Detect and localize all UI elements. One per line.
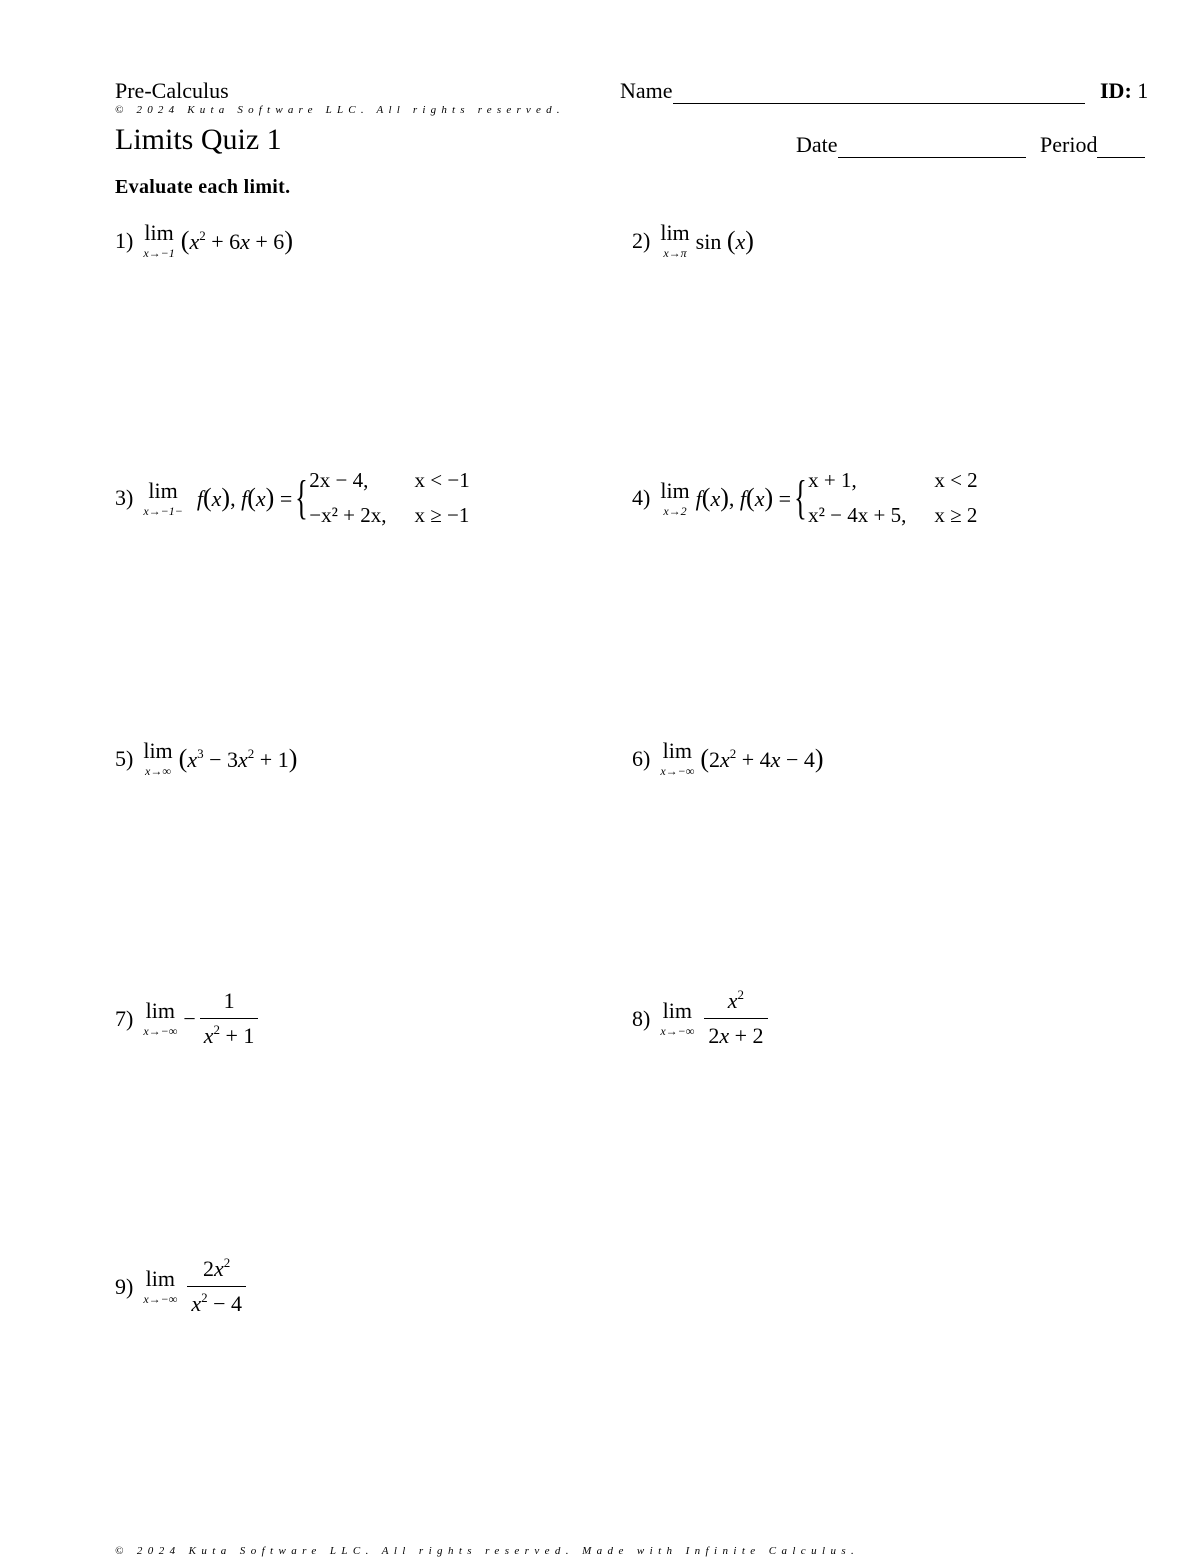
- limit-operator: lim x→−∞: [143, 1266, 178, 1306]
- problem-number: 9): [115, 1273, 134, 1299]
- limit-subscript: x→−∞: [660, 1024, 695, 1038]
- name-label: Name: [620, 78, 673, 103]
- problem-8: [632, 988, 768, 1049]
- course-name: Pre-Calculus: [115, 78, 229, 103]
- copyright-footer: © 2024 Kuta Software LLC. All rights reserved. Made with Infinite Calculus.: [115, 1545, 860, 1557]
- limit-subscript: x→π: [663, 246, 687, 260]
- limit-operator: lim x→−∞: [660, 738, 695, 778]
- limit-subscript: x→−1: [143, 246, 175, 260]
- limit-subscript: x→−∞: [143, 1292, 178, 1306]
- problem-number: 5): [115, 745, 134, 771]
- problem-number: 7): [115, 1005, 134, 1031]
- case-2-condition: x ≥ 2: [934, 503, 978, 527]
- problem-2: [632, 222, 754, 259]
- case-1-expression: x + 1,: [808, 468, 857, 492]
- case-2-condition: x ≥ −1: [414, 503, 470, 527]
- name-field: [620, 78, 1085, 104]
- date-field: [796, 132, 1026, 158]
- expression: $(2x^2 + 4x - 4)$: [700, 743, 824, 773]
- limit-operator: lim x→∞: [143, 738, 173, 778]
- limit-operator: lim x→2: [660, 477, 690, 518]
- instructions: Evaluate each limit.: [115, 176, 291, 198]
- limit-operator: lim x→−1−: [143, 477, 183, 518]
- case-2-expression: −x² + 2x,: [309, 503, 387, 527]
- fraction: $\frac{2x^2}{x^2 - 4}$: [187, 1256, 246, 1317]
- expression: f(x), f(x) =: [196, 483, 293, 512]
- problem-5: [115, 740, 297, 777]
- problem-number: 3): [115, 485, 134, 510]
- problem-number: 2): [632, 227, 651, 253]
- id-value: 1: [1137, 78, 1149, 103]
- expression: − $\frac{1}{x^2 + 1}$: [183, 988, 258, 1049]
- case-2-expression: x² − 4x + 5,: [808, 503, 907, 527]
- problem-4: [632, 468, 978, 528]
- problem-number: 1): [115, 227, 134, 253]
- piecewise: { 2x − 4, x < −1 −x² + 2x, x ≥ −1: [295, 468, 470, 527]
- case-1-condition: x < 2: [934, 468, 978, 492]
- period-label: Period: [1040, 132, 1098, 157]
- name-blank[interactable]: [673, 83, 1085, 104]
- limit-subscript: x→−1−: [143, 503, 183, 518]
- id-field: [1100, 78, 1148, 104]
- limit-operator: lim x→−1: [143, 220, 175, 260]
- limit-subscript: x→2: [663, 503, 687, 518]
- expression: f(x), f(x) =: [695, 483, 792, 512]
- problem-number: 6): [632, 745, 651, 771]
- limit-subscript: x→−∞: [143, 1024, 178, 1038]
- piecewise: { x + 1, x < 2 x² − 4x + 5, x ≥ 2: [794, 468, 978, 527]
- problem-1: [115, 222, 293, 259]
- fraction: $\frac{1}{x^2 + 1}$: [200, 988, 259, 1049]
- limit-operator: lim x→−∞: [660, 998, 695, 1038]
- problem-9: [115, 1256, 246, 1317]
- limit-subscript: x→∞: [145, 764, 171, 778]
- date-blank[interactable]: [838, 137, 1026, 158]
- case-1-expression: 2x − 4,: [309, 468, 369, 492]
- limit-operator: lim x→π: [660, 220, 690, 260]
- copyright-top: © 2024 Kuta Software LLC. All rights reserved.: [115, 104, 565, 116]
- date-label: Date: [796, 132, 838, 157]
- problem-3: [115, 468, 470, 528]
- expression: $(x^3 - 3x^2 + 1)$: [178, 743, 298, 773]
- period-blank[interactable]: [1097, 137, 1145, 158]
- limit-subscript: x→−∞: [660, 764, 695, 778]
- limit-operator: lim x→−∞: [143, 998, 178, 1038]
- problem-6: [632, 740, 824, 777]
- fraction: $\frac{x^2}{2x + 2}$: [704, 988, 767, 1049]
- expression: sin (x): [695, 225, 754, 255]
- case-1-condition: x < −1: [414, 468, 470, 492]
- problem-7: [115, 988, 258, 1049]
- id-label: ID:: [1100, 78, 1132, 103]
- expression: $(x^2 + 6x + 6)$: [180, 225, 293, 255]
- period-field: [1040, 132, 1145, 158]
- quiz-title: Limits Quiz 1: [115, 123, 282, 156]
- problem-number: 8): [632, 1005, 651, 1031]
- problem-number: 4): [632, 485, 651, 510]
